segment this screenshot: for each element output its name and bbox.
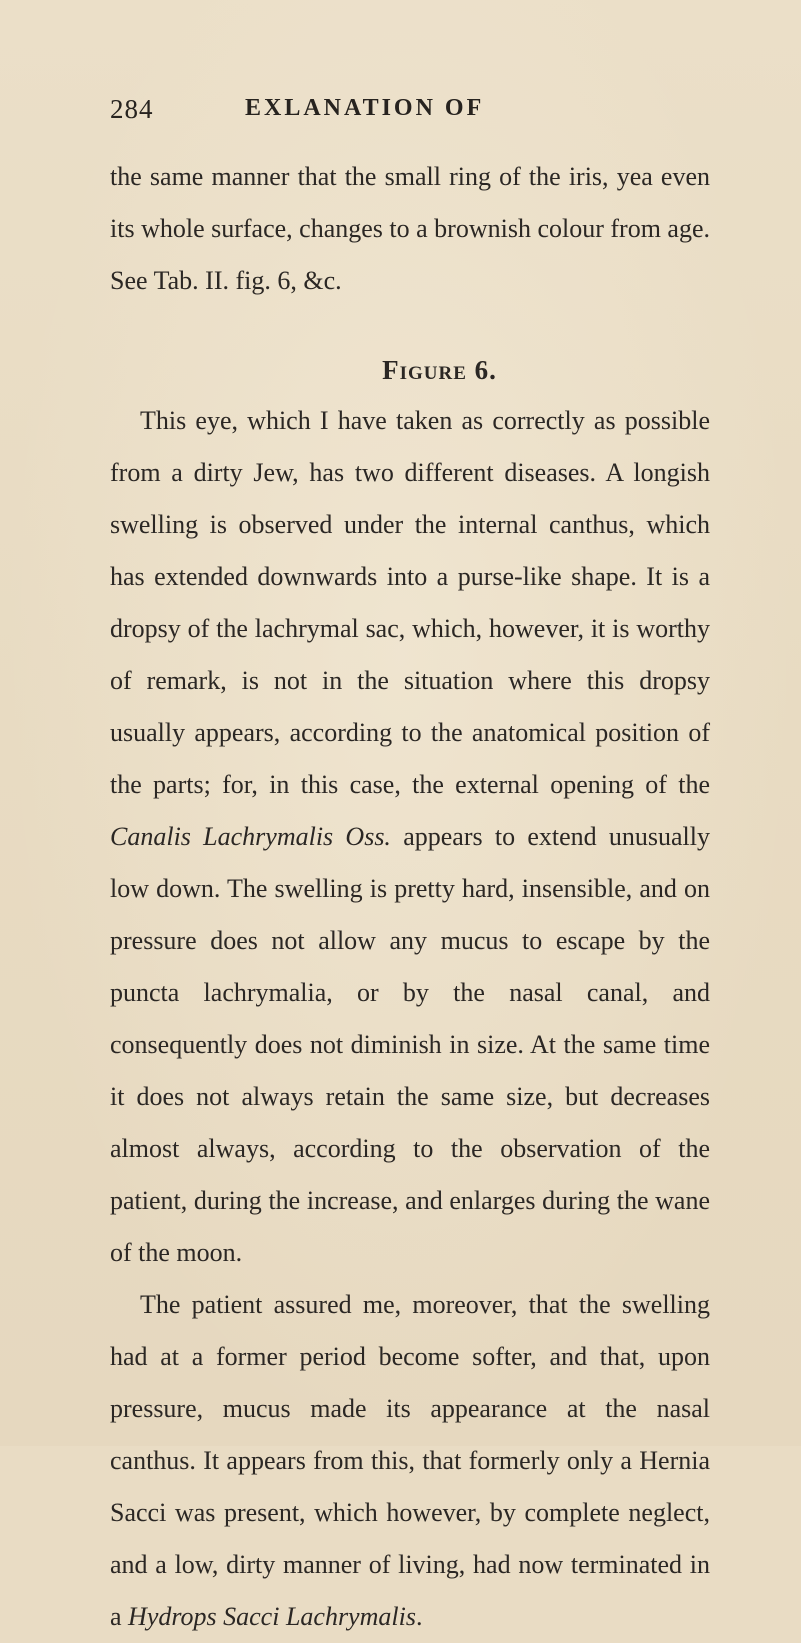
paragraph-patient-history	[110, 1279, 710, 1643]
paragraph2-text-a: The patient assured me, moreover, that the swelling had at a former period become softer, and that, upon pressure, mucus made its appearance at the nasal canthus. It appears from this, that formerly only a Hernia Sacci was present, which however, by complete neglect, and a low, dirty manner of living, had now terminated in a	[110, 1290, 710, 1631]
paragraph-figure-6-description	[110, 395, 710, 1279]
running-head	[110, 94, 710, 134]
paragraph1-latin-term: Canalis Lachrymalis Oss.	[110, 822, 391, 851]
figure-heading: Figure 6.	[382, 355, 497, 385]
paragraph1-text-a: This eye, which I have taken as correctly as possible from a dirty Jew, has two different diseases. A longish swelling is observed under the internal canthus, which has extended downwards into a purse-like shape. It is a dropsy of the lachrymal sac, which, however, it is worthy of remark, is not in the situation where this dropsy usually appears, according to the anatomical position of the parts; for, in this case, the external opening of the	[110, 406, 710, 799]
running-head-title: EXLANATION OF	[245, 95, 485, 121]
paragraph2-text-b: .	[415, 1602, 423, 1631]
paragraph1-text-b: appears to extend unusually low down. The swelling is pretty hard, insensible, and on pressure does not allow any mucus to escape by the puncta lachrymalia, or by the nasal canal, and consequently does not diminish in size. At the same time it does not always retain the same size, but decreases almost always, according to the observation of the patient, during the increase, and enlarges during the wane of the moon.	[110, 822, 710, 1267]
page-number: 284	[110, 94, 154, 124]
paragraph2-latin-term: Hydrops Sacci Lachrymalis	[128, 1602, 416, 1631]
intro-paragraph: the same manner that the small ring of the iris, yea even its whole surface, changes to a brownish colour from age. See Tab. II. fig. 6, &c.	[110, 162, 710, 295]
